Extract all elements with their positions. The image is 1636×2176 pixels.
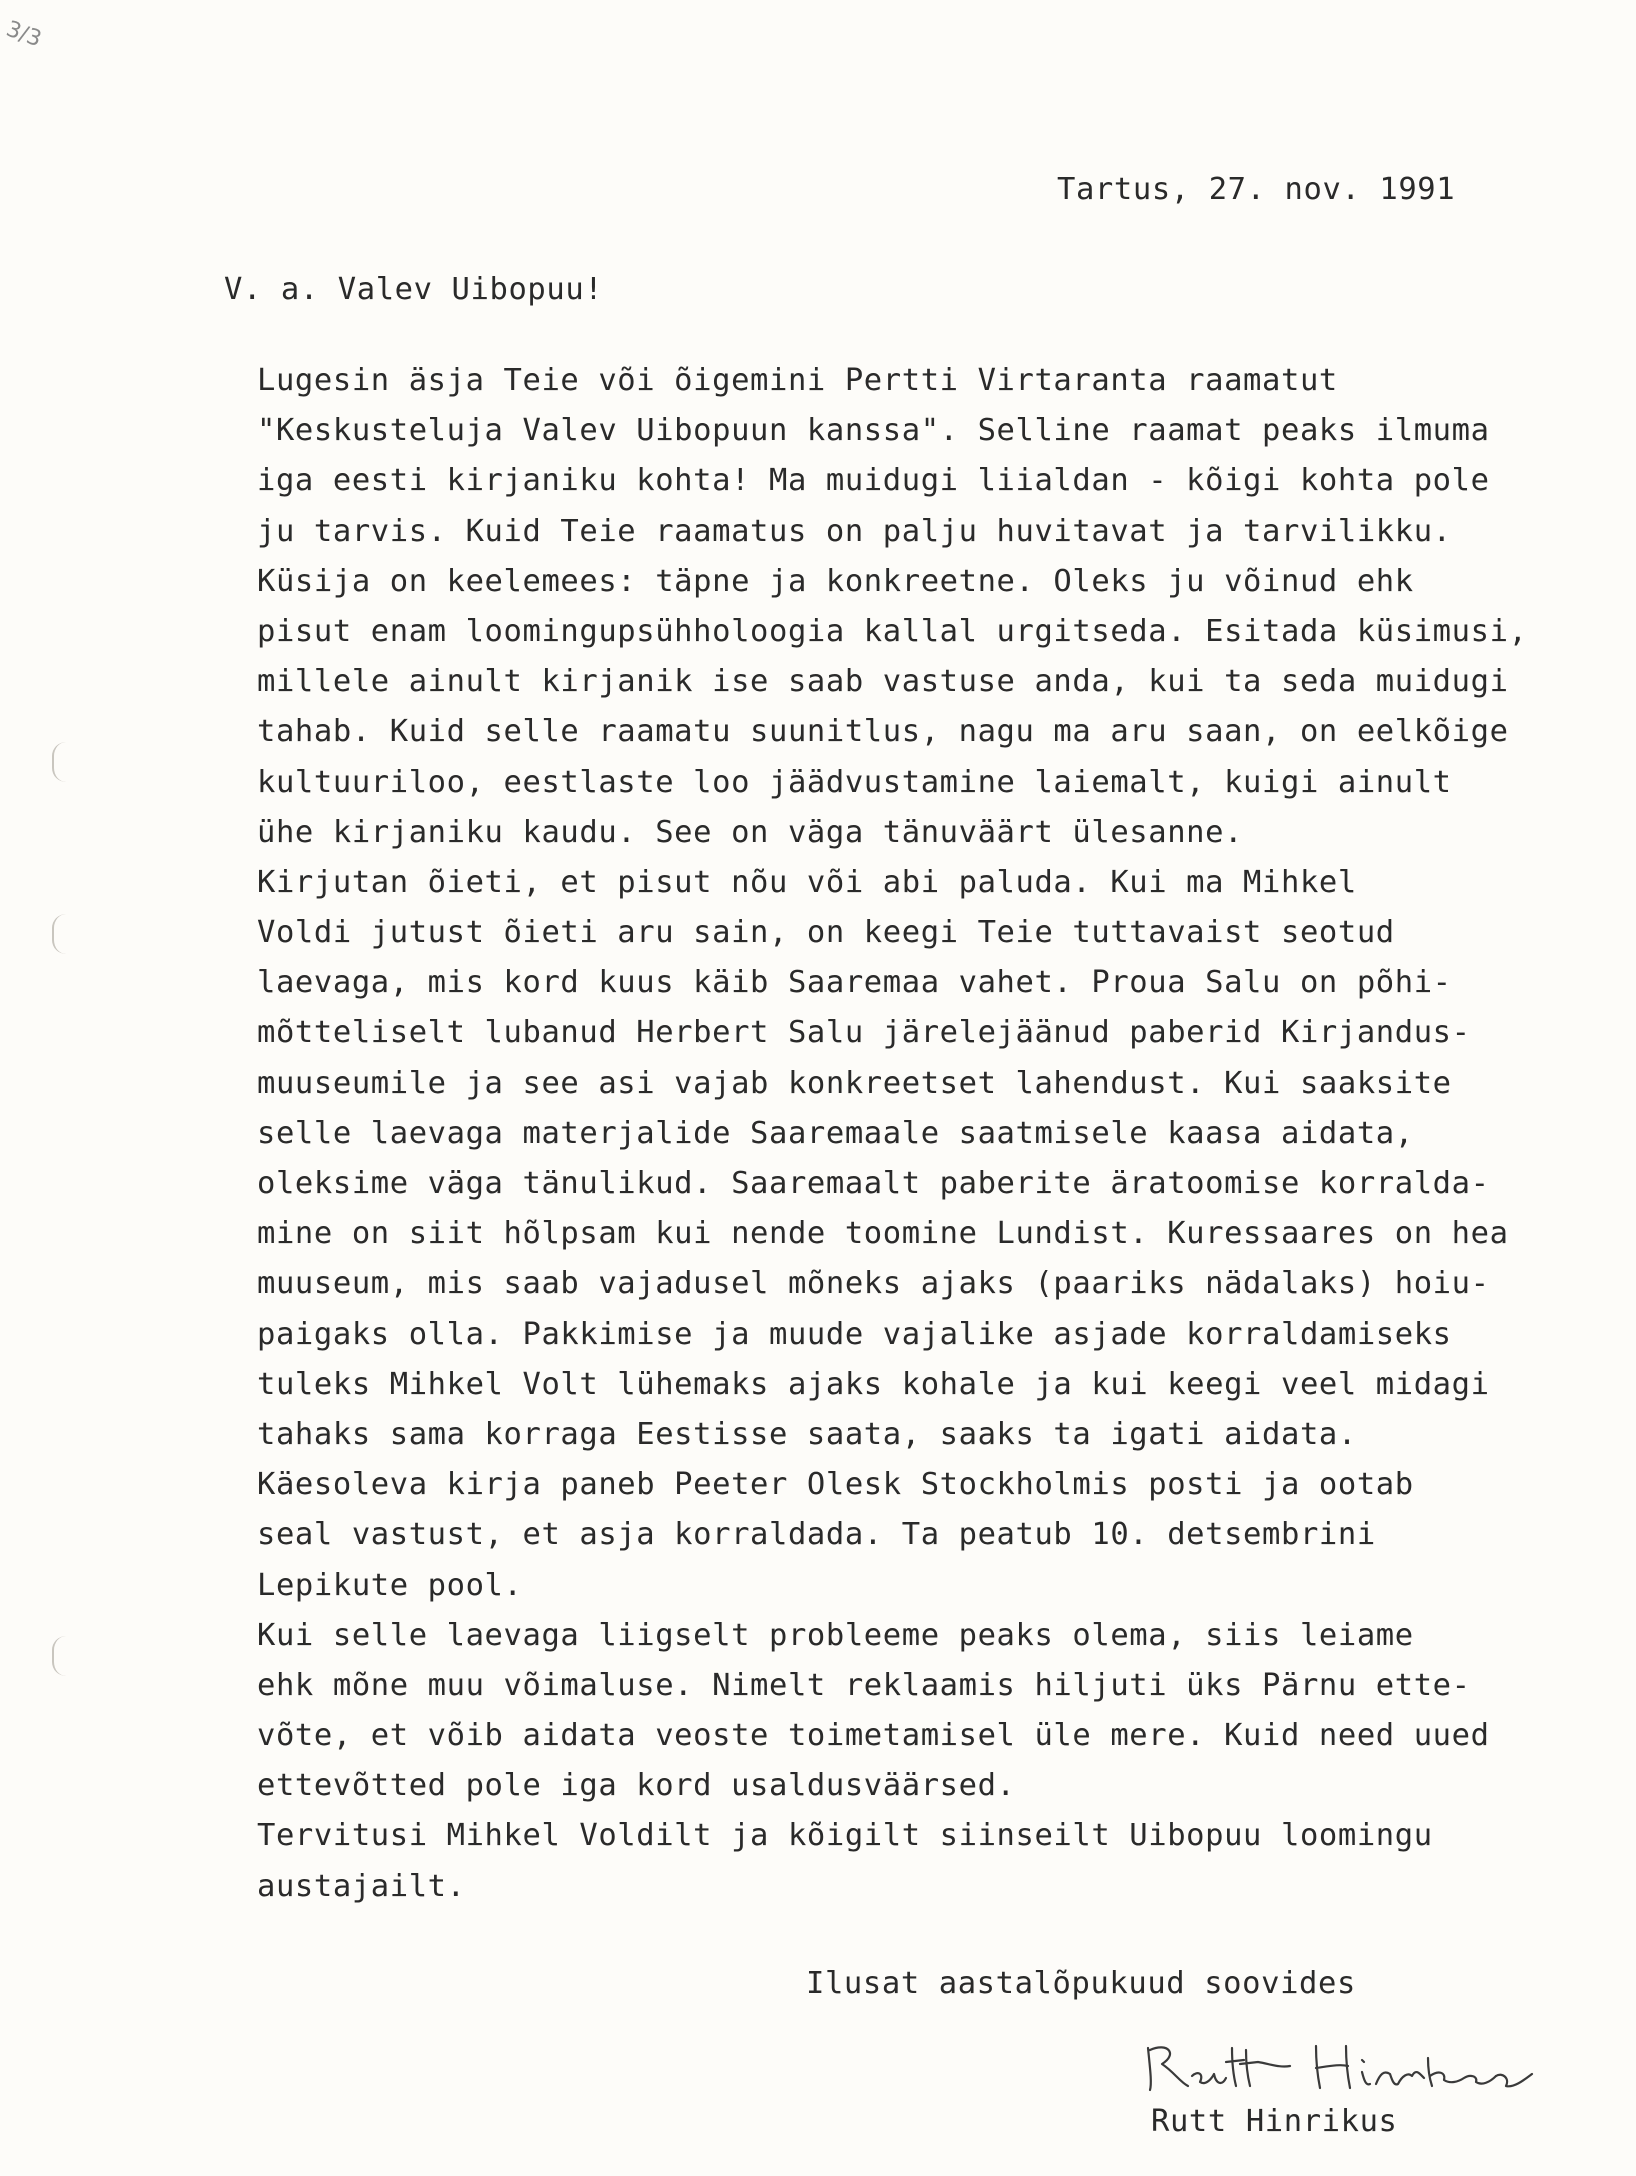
body-line: pisut enam loomingupsühholoogia kallal urgitseda. Esitada küsimusi,: [257, 613, 1528, 649]
body-line: Kirjutan õieti, et pisut nõu või abi paluda. Kui ma Mihkel: [257, 864, 1357, 900]
body-line: tahab. Kuid selle raamatu suunitlus, nagu ma aru saan, on eelkõige: [257, 714, 1509, 750]
body-line: austajailt.: [257, 1868, 466, 1904]
body-line: muuseumile ja see asi vajab konkreetset lahendust. Kui saaksite: [257, 1065, 1452, 1101]
margin-mark: [52, 1636, 68, 1676]
body-line: selle laevaga materjalide Saaremaale saatmisele kaasa aidata,: [257, 1115, 1414, 1151]
body-line: millele ainult kirjanik ise saab vastuse anda, kui ta seda muidugi: [257, 664, 1509, 700]
body-line: "Keskusteluja Valev Uibopuun kanssa". Selline raamat peaks ilmuma: [257, 413, 1490, 449]
body-line: ehk mõne muu võimaluse. Nimelt reklaamis hiljuti üks Pärnu ette-: [257, 1667, 1471, 1703]
margin-mark: [52, 914, 68, 954]
body-line: mõtteliselt lubanud Herbert Salu järelejäänud paberid Kirjandus-: [257, 1015, 1471, 1051]
body-line: laevaga, mis kord kuus käib Saaremaa vahet. Proua Salu on põhi-: [257, 965, 1452, 1001]
body-line: Küsija on keelemees: täpne ja konkreetne. Oleks ju võinud ehk: [257, 563, 1414, 599]
typed-name: Rutt Hinrikus: [1151, 2104, 1398, 2139]
body-line: tahaks sama korraga Eestisse saata, saaks ta igati aidata.: [257, 1416, 1357, 1452]
body-line: Lepikute pool.: [257, 1567, 523, 1603]
body-line: Kui selle laevaga liigselt probleeme peaks olema, siis leiame: [257, 1617, 1414, 1653]
letter-body: [257, 356, 1528, 1912]
body-line: ettevõtted pole iga kord usaldusväärsed.: [257, 1768, 1016, 1804]
body-line: oleksime väga tänulikud. Saaremaalt paberite äratoomise korralda-: [257, 1166, 1490, 1201]
margin-mark: [52, 742, 68, 782]
body-line: kultuuriloo, eestlaste loo jäädvustamine laiemalt, kuigi ainult: [257, 764, 1452, 800]
body-line: Voldi jutust õieti aru sain, on keegi Teie tuttavaist seotud: [257, 915, 1395, 951]
handwritten-signature: [1140, 2028, 1540, 2108]
corner-page-note: 3/3: [2, 16, 45, 53]
body-line: seal vastust, et asja korraldada. Ta peatub 10. detsembrini: [257, 1517, 1376, 1553]
body-line: Tervitusi Mihkel Voldilt ja kõigilt siinseilt Uibopuu loomingu: [257, 1818, 1433, 1854]
body-line: paigaks olla. Pakkimise ja muude vajalike asjade korraldamiseks: [257, 1316, 1452, 1352]
body-line: mine on siit hõlpsam kui nende toomine Lundist. Kuressaares on hea: [257, 1216, 1509, 1252]
body-line: ju tarvis. Kuid Teie raamatus on palju huvitavat ja tarvilikku.: [257, 513, 1452, 549]
body-line: ühe kirjaniku kaudu. See on väga tänuväärt ülesanne.: [257, 814, 1244, 850]
body-line: Lugesin äsja Teie või õigemini Pertti Virtaranta raamatut: [257, 363, 1338, 398]
body-line: tuleks Mihkel Volt lühemaks ajaks kohale ja kui keegi veel midagi: [257, 1366, 1490, 1402]
body-line: võte, et võib aidata veoste toimetamisel üle mere. Kuid need uued: [257, 1718, 1490, 1754]
salutation: V. a. Valev Uibopuu!: [224, 272, 604, 307]
closing-line: Ilusat aastalõpukuud soovides: [806, 1966, 1356, 2001]
date-line: Tartus, 27. nov. 1991: [1057, 172, 1456, 207]
body-line: iga eesti kirjaniku kohta! Ma muidugi liialdan - kõigi kohta pole: [257, 463, 1490, 499]
body-line: muuseum, mis saab vajadusel mõneks ajaks (paariks nädalaks) hoiu-: [257, 1266, 1490, 1302]
body-line: Käesoleva kirja paneb Peeter Olesk Stockholmis posti ja ootab: [257, 1467, 1414, 1503]
